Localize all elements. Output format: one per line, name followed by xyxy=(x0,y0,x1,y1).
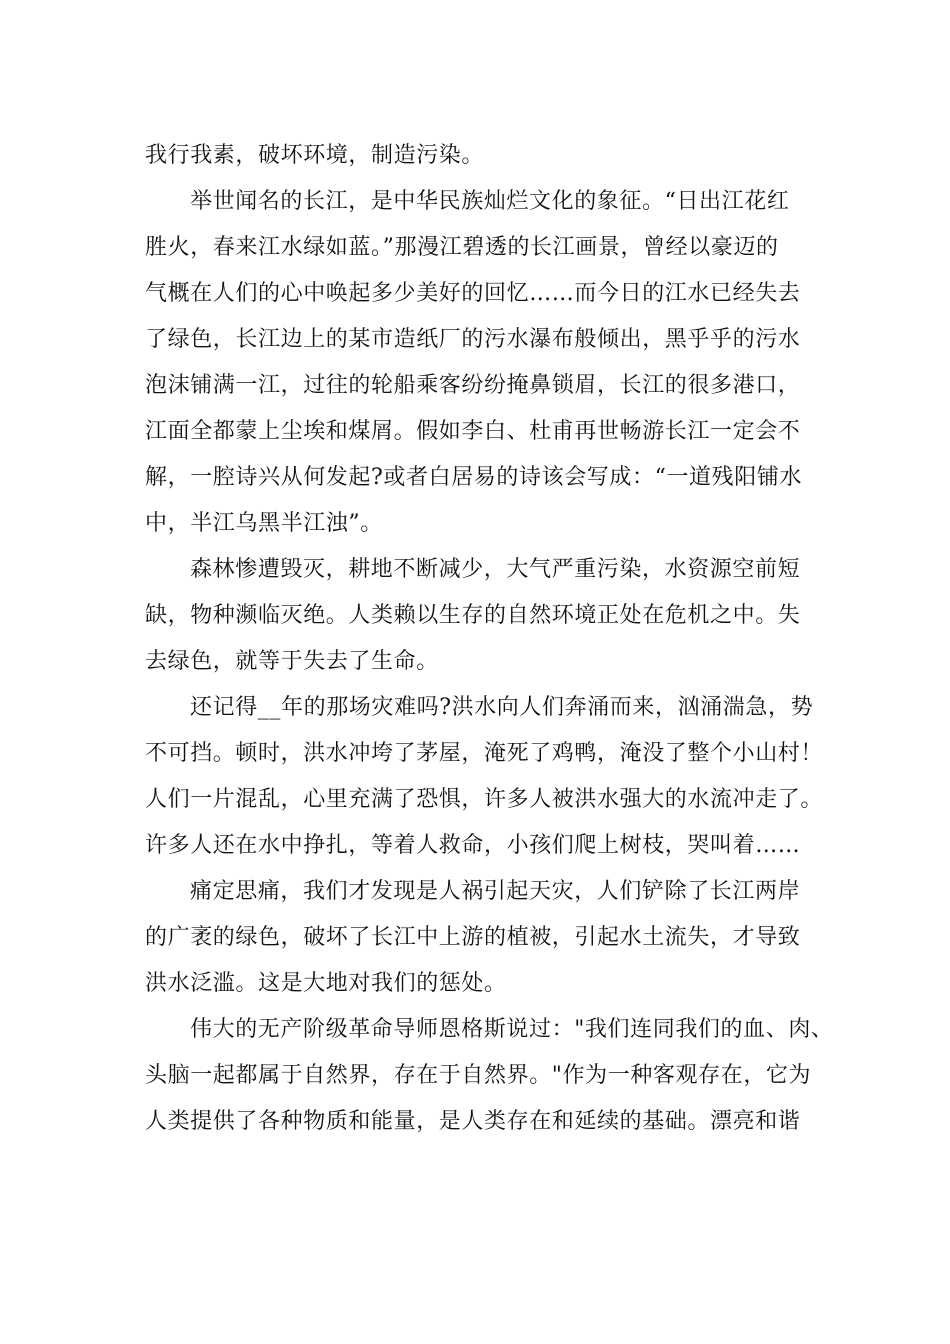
text-line: 头脑一起都属于自然界，存在于自然界。"作为一种客观存在，它为 xyxy=(145,1063,812,1088)
text-line: 许多人还在水中挣扎，等着人救命，小孩们爬上树枝，哭叫着…… xyxy=(145,833,801,858)
text-line: 中，半江乌黑半江浊”。 xyxy=(145,511,383,536)
text-line: 江面全都蒙上尘埃和煤屑。假如李白、杜甫再世畅游长江一定会不 xyxy=(145,419,801,444)
paragraph-start: 痛定思痛，我们才发现是人祸引起天灾，人们铲除了长江两岸 xyxy=(190,879,801,904)
paragraph-start: 森林惨遭毁灭，耕地不断减少，大气严重污染，水资源空前短 xyxy=(190,557,801,582)
text-line: 了绿色，长江边上的某市造纸厂的污水瀑布般倾出，黑乎乎的污水 xyxy=(145,327,801,352)
text-line: 人类提供了各种物质和能量，是人类存在和延续的基础。漂亮和谐 xyxy=(145,1109,801,1134)
text-line: 胜火，春来江水绿如蓝。”那漫江碧透的长江画景，曾经以豪迈的 xyxy=(145,235,779,260)
text-line: 缺，物种濒临灭绝。人类赖以生存的自然环境正处在危机之中。失 xyxy=(145,603,801,628)
text-line: 我行我素，破坏环境，制造污染。 xyxy=(145,143,485,168)
paragraph-start: 伟大的无产阶级革命导师恩格斯说过："我们连同我们的血、肉、 xyxy=(190,1017,834,1042)
paragraph-start: 举世闻名的长江，是中华民族灿烂文化的象征。“日出江花红 xyxy=(190,189,790,214)
text-line: 去绿色，就等于失去了生命。 xyxy=(145,649,439,674)
paragraph-start: 还记得__年的那场灾难吗?洪水向人们奔涌而来，汹涌湍急，势 xyxy=(190,695,814,720)
text-line: 的广袤的绿色，破坏了长江中上游的植被，引起水土流失，才导致 xyxy=(145,925,801,950)
text-line: 气概在人们的心中唤起多少美好的回忆……而今日的江水已经失去 xyxy=(145,281,801,306)
text-line: 解，一腔诗兴从何发起?或者白居易的诗该会写成：“一道残阳铺水 xyxy=(145,465,803,490)
text-line: 人们一片混乱，心里充满了恐惧，许多人被洪水强大的水流冲走了。 xyxy=(145,787,824,812)
text-line: 泡沫铺满一江，过往的轮船乘客纷纷掩鼻锁眉，长江的很多港口， xyxy=(145,373,801,398)
text-line: 洪水泛滥。这是大地对我们的惩处。 xyxy=(145,971,507,996)
text-line: 不可挡。顿时，洪水冲垮了茅屋，淹死了鸡鸭，淹没了整个小山村！ xyxy=(145,741,824,766)
